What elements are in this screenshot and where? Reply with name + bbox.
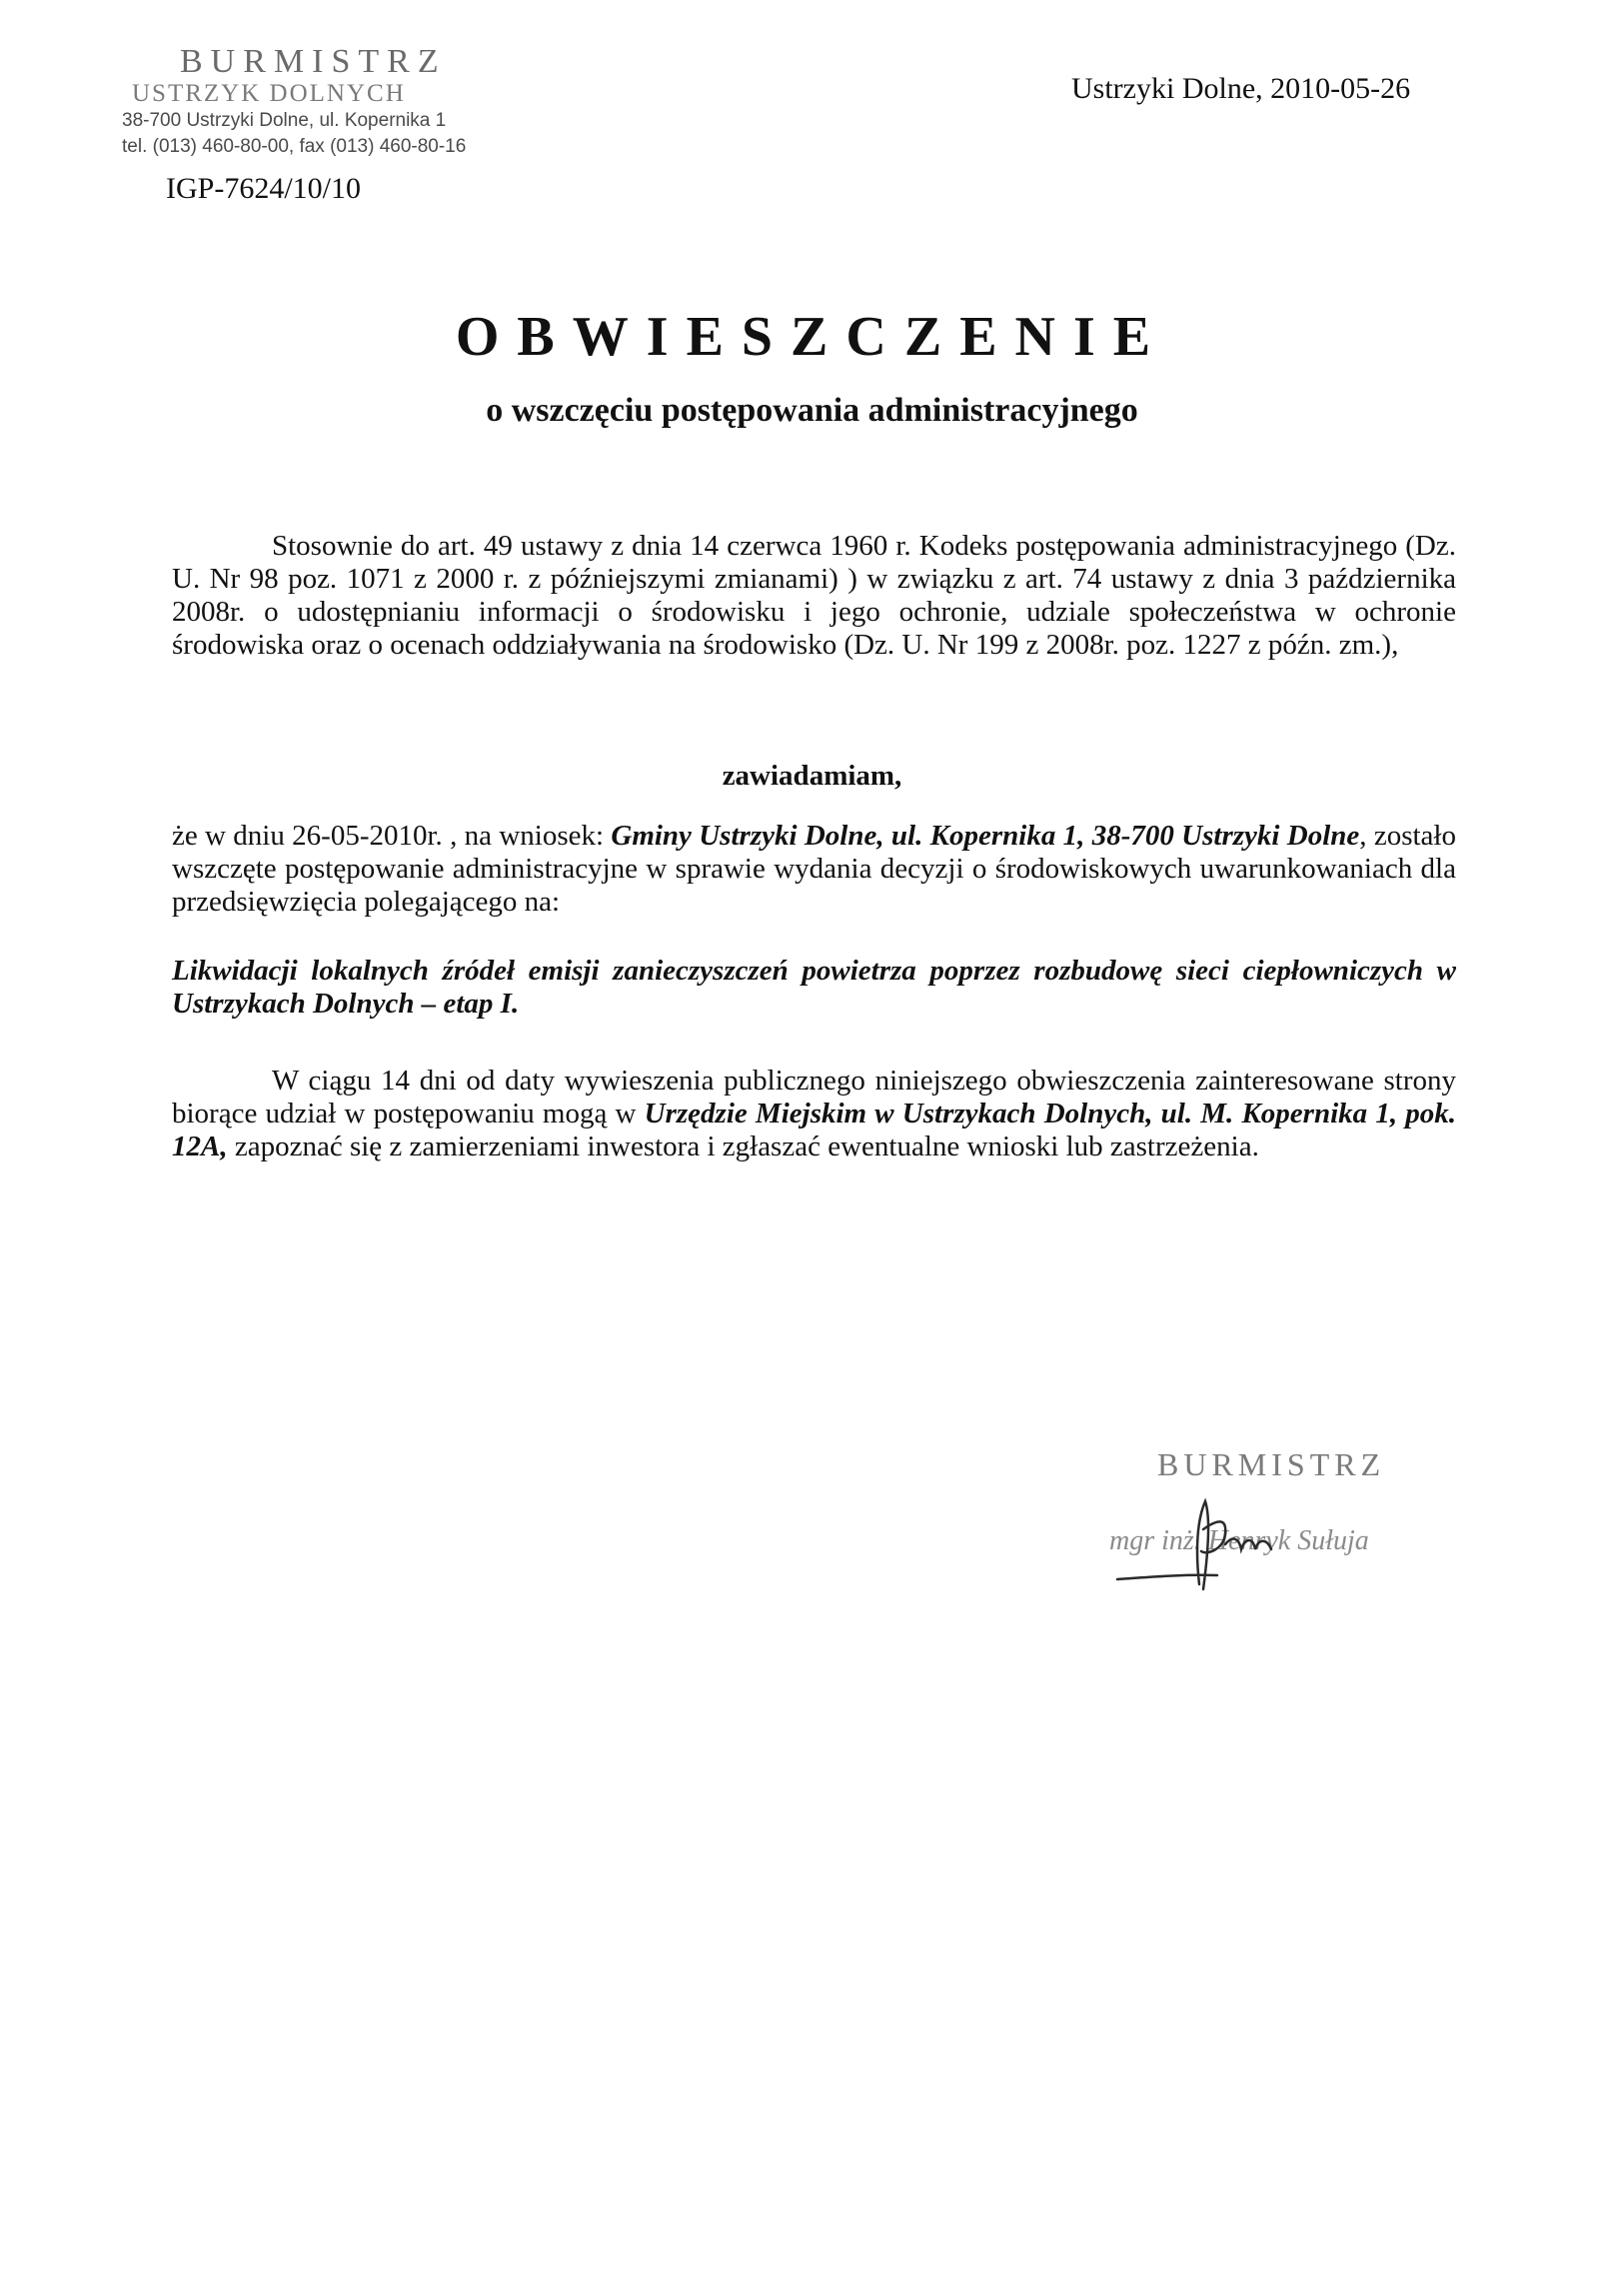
project-description: Likwidacji lokalnych źródeł emisji zanieczyszczeń powietrza poprzez rozbudowę sieci ciepłowniczych w Ustrzykach Dolnych – etap I. [172, 955, 1456, 1020]
letterhead-title: BURMISTRZ [180, 43, 447, 80]
office-location: Urzędzie Miejskim w Ustrzykach Dolnych, ul. M. Kopernika 1, pok. 12A, [172, 1098, 1456, 1162]
legal-basis-paragraph: Stosownie do art. 49 ustawy z dnia 14 czerwca 1960 r. Kodeks postępowania administracyjnego (Dz. U. Nr 98 poz. 1071 z 2000 r. z późniejszymi zmianami) ) w związku z art. 74 ustawy z dnia 3 października 2008r. o udostępnianiu informacji o środowisku i jego ochronie, udziale społeczeństwa w ochronie środowiska oraz o ocenach oddziaływania na środowisko (Dz. U. Nr 199 z 2008r. poz. 1227 z późn. zm.), [172, 530, 1456, 661]
signature-title: BURMISTRZ [1157, 1446, 1386, 1482]
letterhead-subtitle: USTRZYK DOLNYCH [132, 80, 406, 107]
document-subheading: o wszczęciu postępowania administracyjnego [486, 392, 1138, 429]
deadline-text-start: W ciągu 14 dni od daty wywieszenia publicznego niniejszego obwieszczenia zainteresowane strony biorące udział w postępowaniu mogą w [172, 1065, 1456, 1130]
notice-text-end: , zostało wszczęte postępowanie administracyjne w sprawie wydania decyzji o środowiskowych uwarunkowaniach dla przedsięwzięcia polegającego na: [172, 820, 1456, 918]
handwritten-signature-icon [1107, 1489, 1327, 1599]
notice-paragraph [172, 820, 1456, 919]
applicant-name: Gminy Ustrzyki Dolne, ul. Kopernika 1, 38-700 Ustrzyki Dolne [611, 820, 1360, 852]
document-heading: OBWIESZCZENIE [455, 306, 1169, 368]
letterhead-contact: tel. (013) 460-80-00, fax (013) 460-80-16 [122, 136, 467, 157]
notice-text-start: że w dniu 26-05-2010r. , na wniosek: [172, 820, 612, 852]
announcement-word: zawiadamiam, [722, 760, 902, 792]
letterhead-address: 38-700 Ustrzyki Dolne, ul. Kopernika 1 [122, 110, 447, 131]
deadline-text-end: zapoznać się z zamierzeniami inwestora i zgłaszać ewentualne wnioski lub zastrzeżenia. [227, 1131, 1259, 1162]
deadline-paragraph [172, 1065, 1456, 1163]
place-date: Ustrzyki Dolne, 2010-05-26 [1071, 72, 1411, 105]
signature-name: mgr inż. Henryk Sułuja [1109, 1525, 1369, 1556]
letterhead-stamp [118, 44, 518, 160]
reference-number: IGP-7624/10/10 [166, 172, 361, 205]
